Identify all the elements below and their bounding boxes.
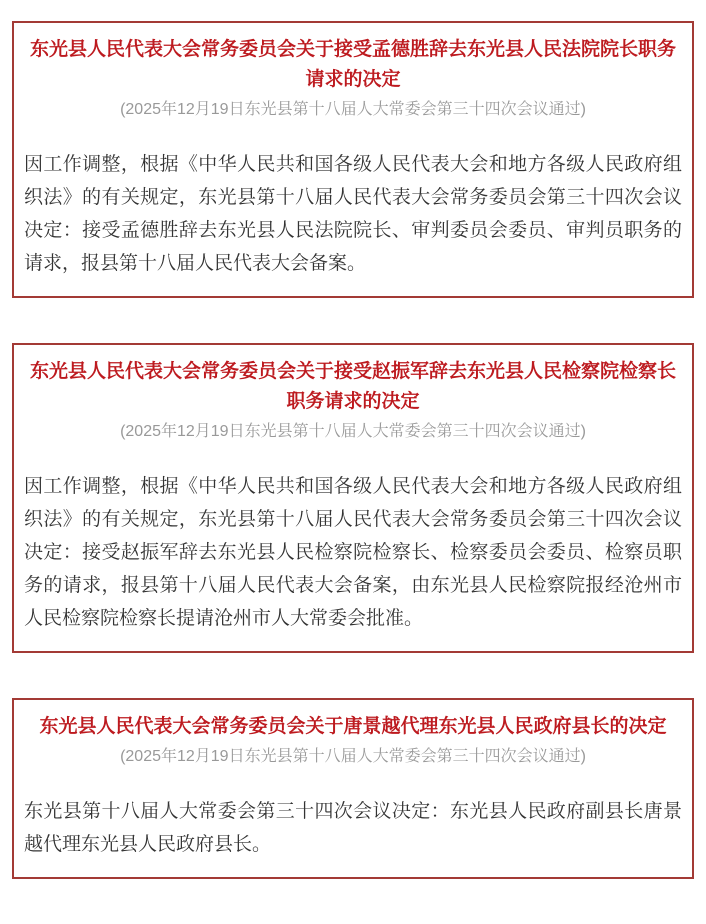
notice-date: (2025年12月19日东光县第十八届人大常委会第三十四次会议通过)	[120, 101, 586, 118]
notice-paragraph: 东光县第十八届人大常委会第三十四次会议决定：东光县人民政府副县长唐景越代理东光县人民政府县长。	[24, 801, 682, 855]
notice-card-3	[12, 698, 694, 879]
notice-card-1	[12, 21, 694, 298]
notice-paragraph: 因工作调整，根据《中华人民共和国各级人民代表大会和地方各级人民政府组织法》的有关规定，东光县第十八届人民代表大会常务委员会第三十四次会议决定：接受孟德胜辞去东光县人民法院院长、审判委员会委员、审判员职务的请求，报县第十八届人民代表大会备案。	[24, 154, 682, 274]
notice-title: 东光县人民代表大会常务委员会关于接受孟德胜辞去东光县人民法院院长职务请求的决定	[29, 39, 676, 90]
notice-date: (2025年12月19日东光县第十八届人大常委会第三十四次会议通过)	[120, 423, 586, 440]
notice-title: 东光县人民代表大会常务委员会关于接受赵振军辞去东光县人民检察院检察长职务请求的决定	[29, 361, 676, 412]
notice-title: 东光县人民代表大会常务委员会关于唐景越代理东光县人民政府县长的决定	[39, 716, 667, 737]
notice-card-2	[12, 343, 694, 653]
notice-date: (2025年12月19日东光县第十八届人大常委会第三十四次会议通过)	[120, 748, 586, 765]
notice-paragraph: 因工作调整，根据《中华人民共和国各级人民代表大会和地方各级人民政府组织法》的有关规定，东光县第十八届人民代表大会常务委员会第三十四次会议决定：接受赵振军辞去东光县人民检察院检察长、检察委员会委员、检察员职务的请求，报县第十八届人民代表大会备案，由东光县人民检察院报经沧州市人民检察院检察长提请沧州市人大常委会批准。	[24, 476, 682, 629]
